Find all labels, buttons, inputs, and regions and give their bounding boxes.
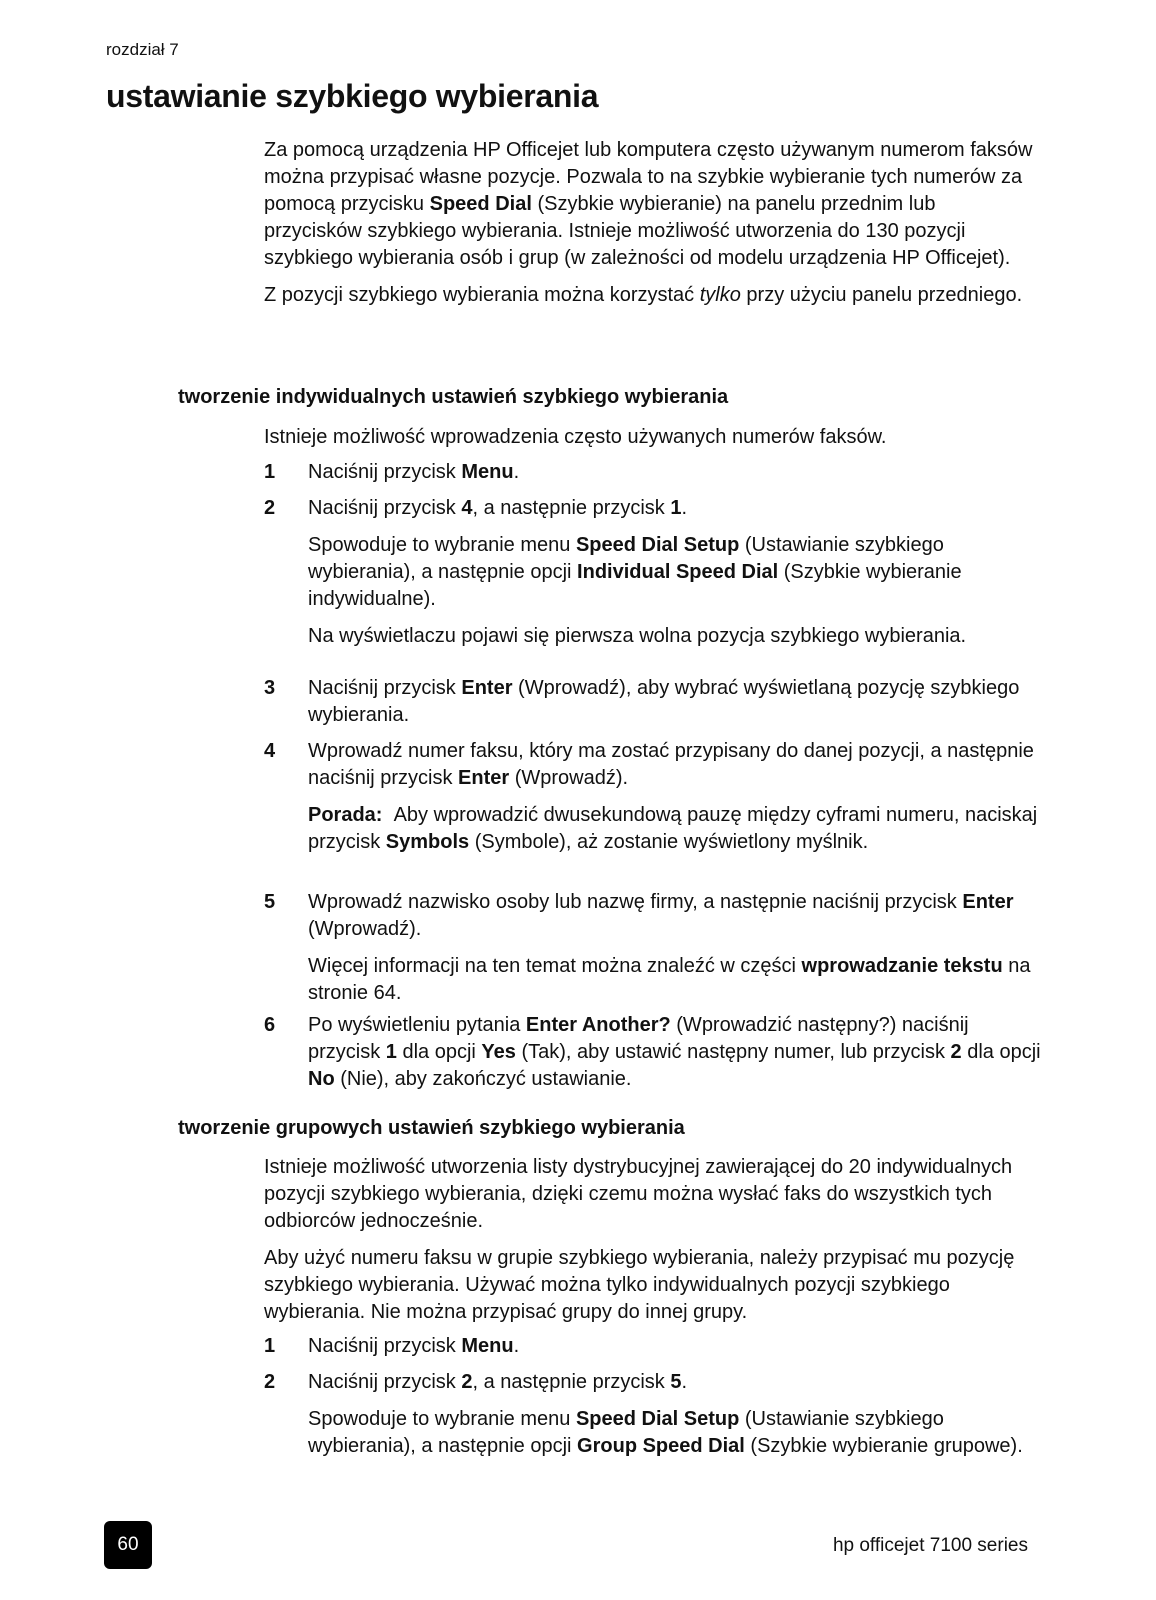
step-number: 4 <box>264 740 276 762</box>
step-item <box>264 889 1044 1017</box>
step-item <box>264 675 1044 739</box>
intro-paragraph: Z pozycji szybkiego wybierania można korzystać tylko przy użyciu panelu przedniego. <box>264 284 1023 306</box>
step-number: 1 <box>264 1335 276 1357</box>
page-number-badge <box>104 1521 152 1569</box>
step-text: Naciśnij przycisk Enter (Wprowadź), aby wybrać wyświetlaną pozycję szybkiego wybierania. <box>308 677 1020 726</box>
intro-paragraph: Za pomocą urządzenia HP Officejet lub komputera często używanym numerom faksów można przypisać własne pozycje. Pozwala to na szybkie wybieranie tych numerów za pomocą przycisku Speed Dial (Szybkie wybieranie) na panelu przednim lub przycisków szybkiego wybierania. Istnieje możliwość utworzenia do 130 pozycji szybkiego wybierania osób i grup (w zależności od modelu urządzenia HP Officejet). <box>264 139 1033 269</box>
step-item <box>264 1369 1044 1470</box>
step-text: Naciśnij przycisk 4, a następnie przycisk 1. <box>308 497 688 519</box>
tip-text: Porada: Aby wprowadzić dwusekundową pauzę między cyframi numeru, naciskaj przycisk Symbols (Symbole), aż zostanie wyświetlony myślnik. <box>308 804 1038 853</box>
section-heading-group: tworzenie grupowych ustawień szybkiego wybierania <box>178 1117 685 1139</box>
section-lead: Istnieje możliwość wprowadzenia często używanych numerów faksów. <box>264 426 887 448</box>
step-text: Na wyświetlaczu pojawi się pierwsza wolna pozycja szybkiego wybierania. <box>308 625 967 647</box>
step-number: 1 <box>264 461 276 483</box>
step-item <box>264 1333 1044 1370</box>
section2-paragraph: Aby użyć numeru faksu w grupie szybkiego wybierania, należy przypisać mu pozycję szybkiego wybierania. Używać można tylko indywidualnych pozycji szybkiego wybierania. Nie można przypisać grupy do innej grupy. <box>264 1247 1015 1323</box>
section-heading-individual: tworzenie indywidualnych ustawień szybkiego wybierania <box>178 386 729 408</box>
step-text: Wprowadź nazwisko osoby lub nazwę firmy, a następnie naciśnij przycisk Enter (Wprowadź). <box>308 891 1014 940</box>
step-text: Spowoduje to wybranie menu Speed Dial Setup (Ustawianie szybkiego wybierania), a następnie opcji Group Speed Dial (Szybkie wybieranie grupowe). <box>308 1408 1023 1457</box>
section2-text <box>264 1154 1034 1336</box>
step-item <box>264 459 1044 496</box>
page-title: ustawianie szybkiego wybierania <box>106 78 599 114</box>
step-item <box>264 1012 1044 1103</box>
step-text: Więcej informacji na ten temat można znaleźć w części wprowadzanie tekstu na stronie 64. <box>308 955 1031 1004</box>
step-number: 2 <box>264 1371 276 1393</box>
intro-text <box>264 137 1034 319</box>
step-item <box>264 495 1044 660</box>
step-text: Naciśnij przycisk Menu. <box>308 461 520 483</box>
chapter-label: rozdział 7 <box>106 40 179 59</box>
step-number: 6 <box>264 1014 276 1036</box>
step-number: 3 <box>264 677 276 699</box>
step-number: 2 <box>264 497 276 519</box>
step-text: Naciśnij przycisk Menu. <box>308 1335 520 1357</box>
step-text: Spowoduje to wybranie menu Speed Dial Setup (Ustawianie szybkiego wybierania), a następnie opcji Individual Speed Dial (Szybkie wybieranie indywidualne). <box>308 534 962 610</box>
step-item <box>264 738 1044 866</box>
step-text: Po wyświetleniu pytania Enter Another? (Wprowadzić następny?) naciśnij przycisk 1 dla opcji Yes (Tak), aby ustawić następny numer, lub przycisk 2 dla opcji No (Nie), aby zakończyć ustawianie. <box>308 1014 1041 1090</box>
page-number: 60 <box>117 1534 139 1555</box>
section2-paragraph: Istnieje możliwość utworzenia listy dystrybucyjnej zawierającej do 20 indywidualnych pozycji szybkiego wybierania, dzięki czemu można wysłać faks do wszystkich tych odbiorców jednocześnie. <box>264 1156 1013 1232</box>
footer-product-name: hp officejet 7100 series <box>832 1535 1028 1556</box>
step-text: Naciśnij przycisk 2, a następnie przycisk 5. <box>308 1371 688 1393</box>
step-text: Wprowadź numer faksu, który ma zostać przypisany do danej pozycji, a następnie naciśnij przycisk Enter (Wprowadź). <box>308 740 1034 789</box>
step-number: 5 <box>264 891 276 913</box>
